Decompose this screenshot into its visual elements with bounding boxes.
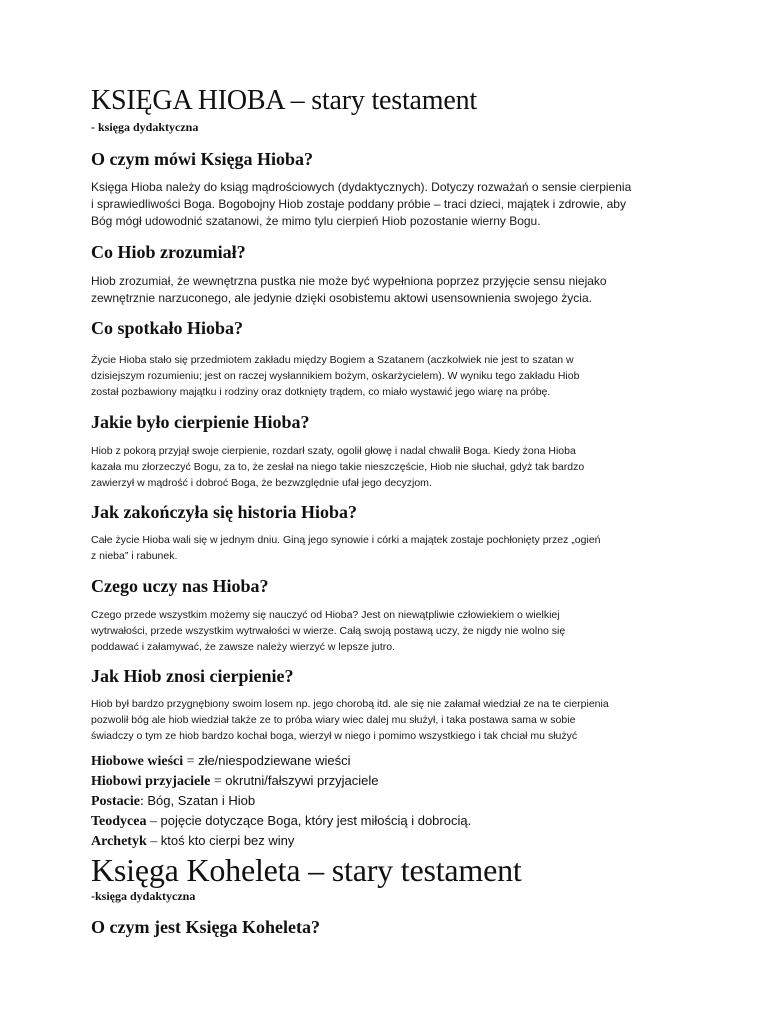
paragraph-line: z nieba” i rabunek. [91,550,178,562]
section-heading: O czym jest Księga Koheleta? [91,917,320,937]
definition-term: Hiobowi przyjaciele [91,774,211,789]
definition-separator: = [210,774,226,789]
second-document-title: Księga Koheleta – stary testament [91,852,522,888]
definition-separator: : [139,794,148,809]
definition-item [91,811,471,831]
paragraph-line: zewnętrznie narzuconego, ale jedynie dzięki osobistemu aktowi usensownienia swojego życia. [91,291,592,305]
section-heading: Jak Hiob znosi cierpienie? [91,666,294,686]
definition-text: ktoś kto cierpi bez winy [160,833,295,848]
section-heading: Co Hiob zrozumiał? [91,242,246,262]
definition-item [91,831,471,851]
section-paragraph [91,443,691,491]
paragraph-line: pozwolił bóg ale hiob wiedział także ze to próba wiary wiec dalej mu służył, i taka postawa sama w sobie [91,714,576,726]
section-paragraph [91,352,691,400]
definition-text: złe/niespodziewane wieści [198,753,351,768]
second-document-subtitle: -księga dydaktyczna [91,889,196,903]
paragraph-line: Hiob zrozumiał, że wewnętrzna pustka nie może być wypełniona poprzez przyjęcie sensu niejako [91,274,607,288]
definition-text: Bóg, Szatan i Hiob [147,793,256,808]
paragraph-line: poddawać i załamywać, że zawsze należy wierzyć w lepsze jutro. [91,641,396,653]
section-heading: Czego uczy nas Hioba? [91,576,269,596]
section-heading: Jak zakończyła się historia Hioba? [91,502,358,522]
paragraph-line: świadczy o tym ze hiob bardzo kochał boga, wierzył w niego i pomimo wszystkiego i tak chciał mu służyć [91,730,578,742]
paragraph-line: kazała mu złorzeczyć Bogu, za to, że zesłał na niego takie nieszczęście, Hiob nie słuchał, gdyż tak bardzo [91,461,585,473]
definition-item [91,791,471,811]
paragraph-line: Hiob był bardzo przygnębiony swoim losem np. jego chorobą itd. ale się nie załamał wiedział ze na te cierpienia [91,698,609,710]
section-paragraph [91,179,691,230]
paragraph-line: Życie Hioba stało się przedmiotem zakładu między Bogiem a Szatanem (aczkolwiek nie jest to szatan w [91,354,574,366]
section-paragraph [91,607,691,655]
paragraph-line: i sprawiedliwości Boga. Bogobojny Hiob zostaje poddany próbie – traci dzieci, majątek i zdrowie, aby [91,197,626,211]
section-heading: O czym mówi Księga Hioba? [91,149,313,169]
section-heading: Co spotkało Hioba? [91,318,244,338]
definition-term: Hiobowe wieści [91,754,184,769]
paragraph-line: dzisiejszym rozumieniu; jest on raczej wysłannikiem bożym, oskarżycielem). W wyniku tego zakładu Hiob [91,370,580,382]
definition-separator: – [146,834,161,849]
paragraph-line: Czego przede wszystkim możemy się nauczyć od Hioba? Jest on niewątpliwie człowiekiem o wielkiej [91,609,560,621]
paragraph-line: Całe życie Hioba wali się w jednym dniu. Giną jego synowie i córki a majątek zostaje pochłonięty przez „ogień [91,534,601,546]
definition-text: pojęcie dotyczące Boga, który jest miłością i dobrocią. [160,813,472,828]
paragraph-line: został pozbawiony majątku i rodziny oraz dotknięty trądem, co miało wystawić jego wiarę na próbę. [91,386,551,398]
definition-separator: = [183,754,199,769]
document-subtitle: - księga dydaktyczna [91,120,199,134]
definition-term: Archetyk [91,834,147,849]
paragraph-line: Księga Hioba należy do ksiąg mądrościowych (dydaktycznych). Dotyczy rozważań o sensie cierpienia [91,180,632,194]
definition-item [91,751,471,771]
paragraph-line: zawierzył w mądrość i dobroć Boga, że bezwzględnie ufał jego decyzjom. [91,477,432,489]
section-paragraph [91,273,691,307]
definitions-list [91,751,471,851]
section-heading: Jakie było cierpienie Hioba? [91,412,310,432]
paragraph-line: Bóg mógł udowodnić szatanowi, że mimo tylu cierpień Hiob pozostanie wierny Bogu. [91,214,541,228]
definition-term: Teodycea [91,814,147,829]
definition-text: okrutni/fałszywi przyjaciele [225,773,379,788]
definition-separator: – [146,814,161,829]
definition-term: Postacie [91,794,140,809]
paragraph-line: wytrwałości, przede wszystkim wytrwałości w wierze. Całą swoją postawą uczy, że nigdy nie wolno się [91,625,566,637]
section-paragraph [91,532,691,564]
section-paragraph [91,696,691,744]
paragraph-line: Hiob z pokorą przyjął swoje cierpienie, rozdarł szaty, ogolił głowę i nadal chwalił Boga. Kiedy żona Hioba [91,445,576,457]
document-title: KSIĘGA HIOBA – stary testament [91,85,477,116]
definition-item [91,771,471,791]
